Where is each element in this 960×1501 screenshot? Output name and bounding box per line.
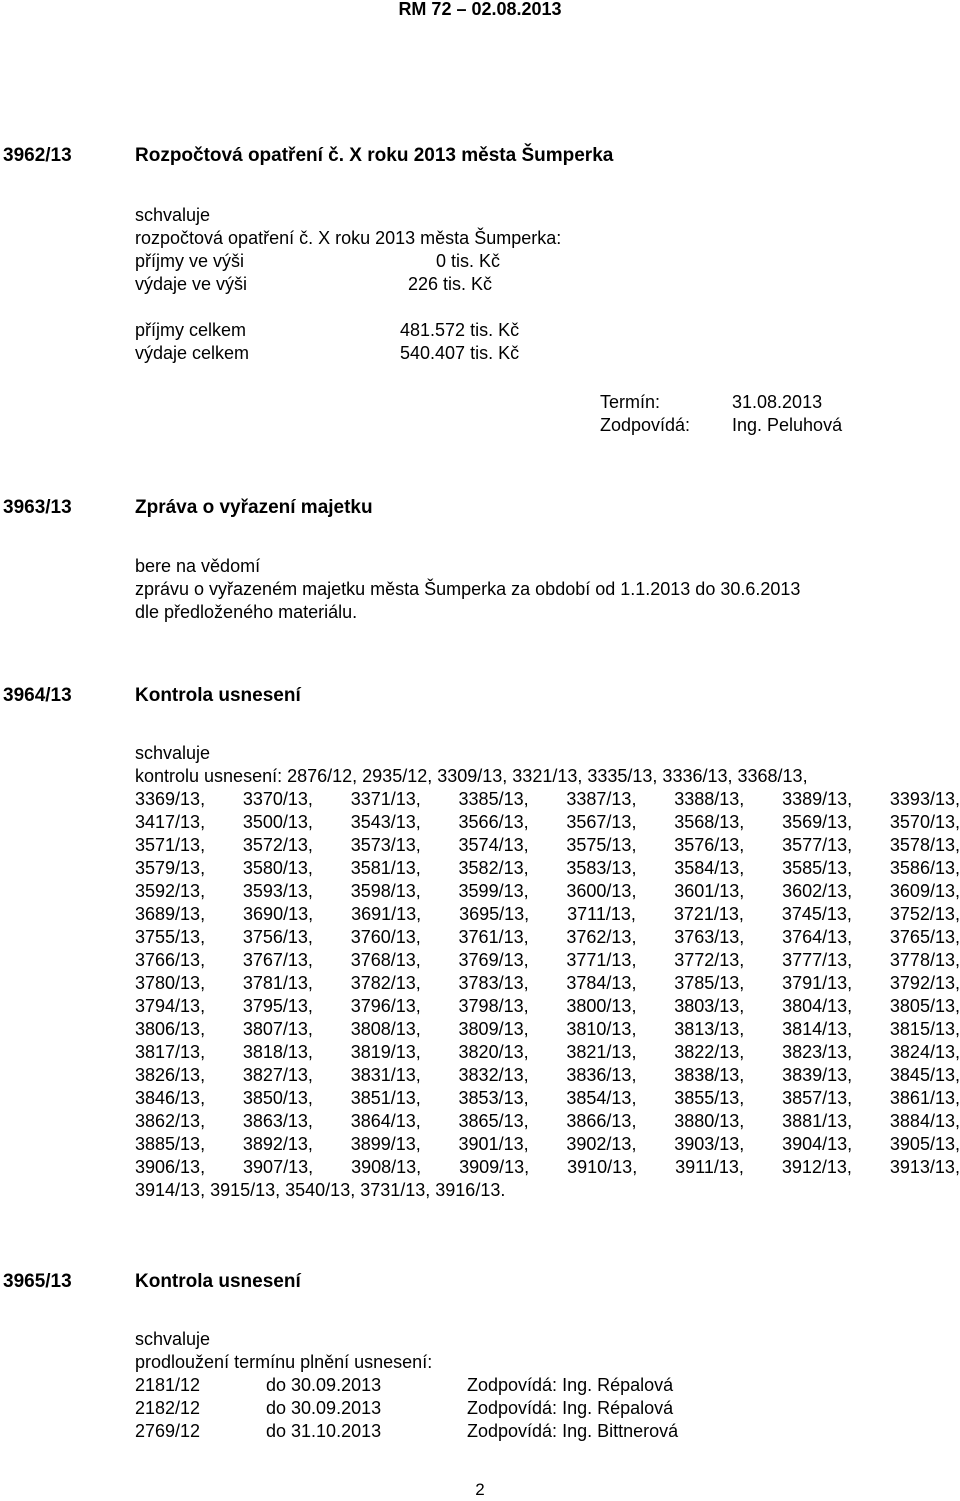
resolution-ref: 3579/13, <box>135 858 206 878</box>
resolution-ref: 3756/13, <box>242 927 313 947</box>
page-header: RM 72 – 02.08.2013 <box>398 0 562 19</box>
resolution-ref: 3803/13, <box>674 996 745 1016</box>
resolution-ref: 3826/13, <box>135 1065 206 1085</box>
resolution-ref: 3821/13, <box>566 1042 637 1062</box>
resolution-ref: 3580/13, <box>242 858 313 878</box>
resolution-ref: 3863/13, <box>242 1111 313 1131</box>
resolution-ref: 3764/13, <box>782 927 853 947</box>
resolution-ref: 3602/13, <box>782 881 853 901</box>
responsible-value: Ing. Peluhová <box>732 415 843 435</box>
number-grid-row <box>135 1018 960 1041</box>
resolution-ref: 3609/13, <box>889 881 960 901</box>
extension-number: 2769/12 <box>135 1421 201 1441</box>
resolution-ref: 3823/13, <box>782 1042 853 1062</box>
resolution-ref: 3865/13, <box>458 1111 529 1131</box>
resolution-ref: 3783/13, <box>458 973 529 993</box>
resolution-ref: 3824/13, <box>889 1042 960 1062</box>
resolution-ref: 3584/13, <box>674 858 745 878</box>
resolution-verb-3965: schvaluje <box>135 1329 211 1349</box>
number-grid-row <box>135 834 960 857</box>
resolution-ref: 3866/13, <box>566 1111 637 1131</box>
report-text-line2: dle předloženého materiálu. <box>135 602 358 622</box>
resolution-ref: 3695/13, <box>459 904 530 924</box>
resolution-ref: 3785/13, <box>674 973 745 993</box>
resolution-ref: 3778/13, <box>889 950 960 970</box>
resolution-ref: 3766/13, <box>135 950 206 970</box>
resolution-title-3963: Zpráva o vyřazení majetku <box>135 497 373 518</box>
resolution-ref: 3805/13, <box>889 996 960 1016</box>
resolution-ref: 3763/13, <box>674 927 745 947</box>
number-grid-row <box>135 903 960 926</box>
resolution-verb-3964: schvaluje <box>135 743 211 763</box>
resolution-ref: 3593/13, <box>242 881 313 901</box>
resolution-ref: 3576/13, <box>674 835 745 855</box>
resolution-ref: 3819/13, <box>350 1042 421 1062</box>
resolution-ref: 3796/13, <box>350 996 421 1016</box>
resolution-ref: 3572/13, <box>242 835 313 855</box>
resolution-ref: 3881/13, <box>782 1111 853 1131</box>
extension-responsible: Zodpovídá: Ing. Bittnerová <box>467 1421 679 1441</box>
resolution-ref: 3752/13, <box>889 904 960 924</box>
resolution-ref: 3721/13, <box>673 904 744 924</box>
resolution-ref: 3771/13, <box>566 950 637 970</box>
resolution-ref: 3853/13, <box>458 1088 529 1108</box>
resolution-ref: 3573/13, <box>350 835 421 855</box>
resolution-ref: 3913/13, <box>889 1157 960 1177</box>
resolution-ref: 3691/13, <box>351 904 422 924</box>
resolution-ref: 3393/13, <box>889 789 960 809</box>
resolution-ref: 3800/13, <box>566 996 637 1016</box>
income-total-value: 481.572 tis. Kč <box>400 320 520 340</box>
resolution-ref: 3711/13, <box>567 904 636 924</box>
income-value: 0 tis. Kč <box>436 251 501 271</box>
resolution-ref: 3901/13, <box>458 1134 529 1154</box>
resolution-ref: 3768/13, <box>350 950 421 970</box>
resolution-ref: 3885/13, <box>135 1134 206 1154</box>
number-grid-row <box>135 1041 960 1064</box>
resolution-ref: 3566/13, <box>458 812 529 832</box>
resolution-ref: 3689/13, <box>135 904 206 924</box>
resolution-number-3964: 3964/13 <box>3 685 72 706</box>
resolution-ref: 3690/13, <box>243 904 314 924</box>
resolution-ref: 3780/13, <box>135 973 206 993</box>
resolution-ref: 3767/13, <box>242 950 313 970</box>
resolution-ref: 3855/13, <box>674 1088 745 1108</box>
report-text-line1: zprávu o vyřazeném majetku města Šumperka za období od 1.1.2013 do 30.6.2013 <box>135 579 801 599</box>
resolution-ref: 3599/13, <box>458 881 529 901</box>
resolution-ref: 3832/13, <box>458 1065 529 1085</box>
resolution-ref: 3808/13, <box>350 1019 421 1039</box>
resolution-ref: 3909/13, <box>459 1157 530 1177</box>
resolution-ref: 3582/13, <box>458 858 529 878</box>
resolution-ref: 3912/13, <box>781 1157 852 1177</box>
extension-intro: prodloužení termínu plnění usnesení: <box>135 1352 433 1372</box>
deadline-label: Termín: <box>600 392 661 412</box>
resolution-ref: 3827/13, <box>242 1065 313 1085</box>
resolution-ref: 3765/13, <box>889 927 960 947</box>
resolution-ref: 3784/13, <box>566 973 637 993</box>
resolution-verb-3962: schvaluje <box>135 205 211 225</box>
resolution-ref: 3861/13, <box>889 1088 960 1108</box>
resolution-ref: 3755/13, <box>135 927 206 947</box>
resolution-ref: 3804/13, <box>782 996 853 1016</box>
number-grid-row <box>135 1087 960 1110</box>
resolution-ref: 3760/13, <box>350 927 421 947</box>
resolution-ref: 3577/13, <box>782 835 853 855</box>
resolution-ref: 3586/13, <box>889 858 960 878</box>
resolution-ref: 3500/13, <box>242 812 313 832</box>
resolution-ref: 3571/13, <box>135 835 206 855</box>
resolution-number-3965: 3965/13 <box>3 1271 72 1292</box>
resolution-ref: 3543/13, <box>350 812 421 832</box>
resolution-ref: 3369/13, <box>135 789 206 809</box>
income-total-label: příjmy celkem <box>135 320 247 340</box>
extension-deadline: do 31.10.2013 <box>266 1421 382 1441</box>
resolution-number-3963: 3963/13 <box>3 497 72 518</box>
resolution-ref: 3836/13, <box>566 1065 637 1085</box>
page-number: 2 <box>475 1480 485 1499</box>
resolution-ref: 3864/13, <box>350 1111 421 1131</box>
responsible-label: Zodpovídá: <box>600 415 691 435</box>
resolution-ref: 3798/13, <box>458 996 529 1016</box>
resolution-ref: 3910/13, <box>567 1157 638 1177</box>
resolution-ref: 3911/13, <box>675 1157 744 1177</box>
budget-intro: rozpočtová opatření č. X roku 2013 města Šumperka: <box>135 228 562 248</box>
resolution-ref: 3831/13, <box>350 1065 421 1085</box>
resolution-ref: 3906/13, <box>135 1157 206 1177</box>
resolution-ref: 3769/13, <box>458 950 529 970</box>
number-grid-row <box>135 1110 960 1133</box>
resolution-ref: 3813/13, <box>674 1019 745 1039</box>
resolution-ref: 3791/13, <box>782 973 853 993</box>
resolution-ref: 3389/13, <box>782 789 853 809</box>
expense-value: 226 tis. Kč <box>408 274 493 294</box>
resolution-ref: 3838/13, <box>674 1065 745 1085</box>
resolution-ref: 3598/13, <box>350 881 421 901</box>
resolution-ref: 3845/13, <box>889 1065 960 1085</box>
expense-label: výdaje ve výši <box>135 274 248 294</box>
number-grid-row <box>135 1133 960 1156</box>
resolution-title-3964: Kontrola usnesení <box>135 685 301 706</box>
resolution-ref: 3574/13, <box>458 835 529 855</box>
resolution-ref: 3814/13, <box>782 1019 853 1039</box>
income-label: příjmy ve výši <box>135 251 245 271</box>
extension-deadline: do 30.09.2013 <box>266 1398 382 1418</box>
extension-number: 2182/12 <box>135 1398 201 1418</box>
number-grid-row <box>135 926 960 949</box>
number-grid-row <box>135 880 960 903</box>
resolution-ref: 3820/13, <box>458 1042 529 1062</box>
resolution-ref: 3815/13, <box>889 1019 960 1039</box>
resolution-ref: 3592/13, <box>135 881 206 901</box>
resolution-ref: 3850/13, <box>242 1088 313 1108</box>
number-grid-row <box>135 857 960 880</box>
resolution-ref: 3822/13, <box>674 1042 745 1062</box>
resolution-ref: 3809/13, <box>458 1019 529 1039</box>
resolution-ref: 3581/13, <box>350 858 421 878</box>
resolution-ref: 3792/13, <box>889 973 960 993</box>
resolution-ref: 3905/13, <box>889 1134 960 1154</box>
resolution-ref: 3570/13, <box>889 812 960 832</box>
extension-responsible: Zodpovídá: Ing. Répalová <box>467 1375 674 1395</box>
resolution-title-3965: Kontrola usnesení <box>135 1271 301 1292</box>
resolution-ref: 3772/13, <box>674 950 745 970</box>
resolution-title-3962: Rozpočtová opatření č. X roku 2013 města Šumperka <box>135 145 614 166</box>
resolution-number-3962: 3962/13 <box>3 145 72 166</box>
resolution-ref: 3851/13, <box>350 1088 421 1108</box>
extension-number: 2181/12 <box>135 1375 201 1395</box>
resolution-ref: 3899/13, <box>350 1134 421 1154</box>
resolution-ref: 3907/13, <box>243 1157 314 1177</box>
number-grid-row <box>135 1064 960 1087</box>
resolution-ref: 3387/13, <box>566 789 637 809</box>
number-grid-row <box>135 1156 960 1179</box>
extension-deadline: do 30.09.2013 <box>266 1375 382 1395</box>
control-last-line: 3914/13, 3915/13, 3540/13, 3731/13, 3916/13. <box>135 1180 506 1200</box>
expense-total-value: 540.407 tis. Kč <box>400 343 520 363</box>
resolution-ref: 3777/13, <box>782 950 853 970</box>
resolution-ref: 3575/13, <box>566 835 637 855</box>
expense-total-label: výdaje celkem <box>135 343 250 363</box>
number-grid-row <box>135 972 960 995</box>
deadline-value: 31.08.2013 <box>732 392 823 412</box>
control-first-line: kontrolu usnesení: 2876/12, 2935/12, 3309/13, 3321/13, 3335/13, 3336/13, 3368/13, <box>135 766 808 786</box>
extension-responsible: Zodpovídá: Ing. Répalová <box>467 1398 674 1418</box>
resolution-verb-3963: bere na vědomí <box>135 556 261 576</box>
number-grid-row <box>135 788 960 811</box>
resolution-ref: 3857/13, <box>782 1088 853 1108</box>
resolution-ref: 3846/13, <box>135 1088 206 1108</box>
resolution-ref: 3568/13, <box>674 812 745 832</box>
resolution-ref: 3370/13, <box>242 789 313 809</box>
resolution-ref: 3862/13, <box>135 1111 206 1131</box>
resolution-ref: 3904/13, <box>782 1134 853 1154</box>
resolution-ref: 3601/13, <box>674 881 745 901</box>
resolution-ref: 3567/13, <box>566 812 637 832</box>
resolution-ref: 3569/13, <box>782 812 853 832</box>
resolution-number-grid <box>135 788 960 1179</box>
resolution-ref: 3583/13, <box>566 858 637 878</box>
resolution-ref: 3880/13, <box>674 1111 745 1131</box>
resolution-ref: 3417/13, <box>135 812 206 832</box>
resolution-ref: 3892/13, <box>242 1134 313 1154</box>
resolution-ref: 3884/13, <box>889 1111 960 1131</box>
resolution-ref: 3371/13, <box>350 789 421 809</box>
resolution-ref: 3762/13, <box>566 927 637 947</box>
resolution-ref: 3854/13, <box>566 1088 637 1108</box>
resolution-ref: 3794/13, <box>135 996 206 1016</box>
resolution-ref: 3761/13, <box>458 927 529 947</box>
resolution-ref: 3600/13, <box>566 881 637 901</box>
resolution-ref: 3810/13, <box>566 1019 637 1039</box>
number-grid-row <box>135 995 960 1018</box>
resolution-ref: 3908/13, <box>351 1157 422 1177</box>
resolution-ref: 3781/13, <box>242 973 313 993</box>
resolution-ref: 3902/13, <box>566 1134 637 1154</box>
number-grid-row <box>135 949 960 972</box>
resolution-ref: 3806/13, <box>135 1019 206 1039</box>
resolution-ref: 3385/13, <box>458 789 529 809</box>
resolution-ref: 3388/13, <box>674 789 745 809</box>
resolution-ref: 3839/13, <box>782 1065 853 1085</box>
resolution-ref: 3818/13, <box>242 1042 313 1062</box>
resolution-ref: 3817/13, <box>135 1042 206 1062</box>
resolution-ref: 3745/13, <box>781 904 852 924</box>
resolution-ref: 3795/13, <box>242 996 313 1016</box>
resolution-ref: 3578/13, <box>889 835 960 855</box>
resolution-ref: 3903/13, <box>674 1134 745 1154</box>
number-grid-row <box>135 811 960 834</box>
resolution-ref: 3782/13, <box>350 973 421 993</box>
resolution-ref: 3585/13, <box>782 858 853 878</box>
resolution-ref: 3807/13, <box>242 1019 313 1039</box>
